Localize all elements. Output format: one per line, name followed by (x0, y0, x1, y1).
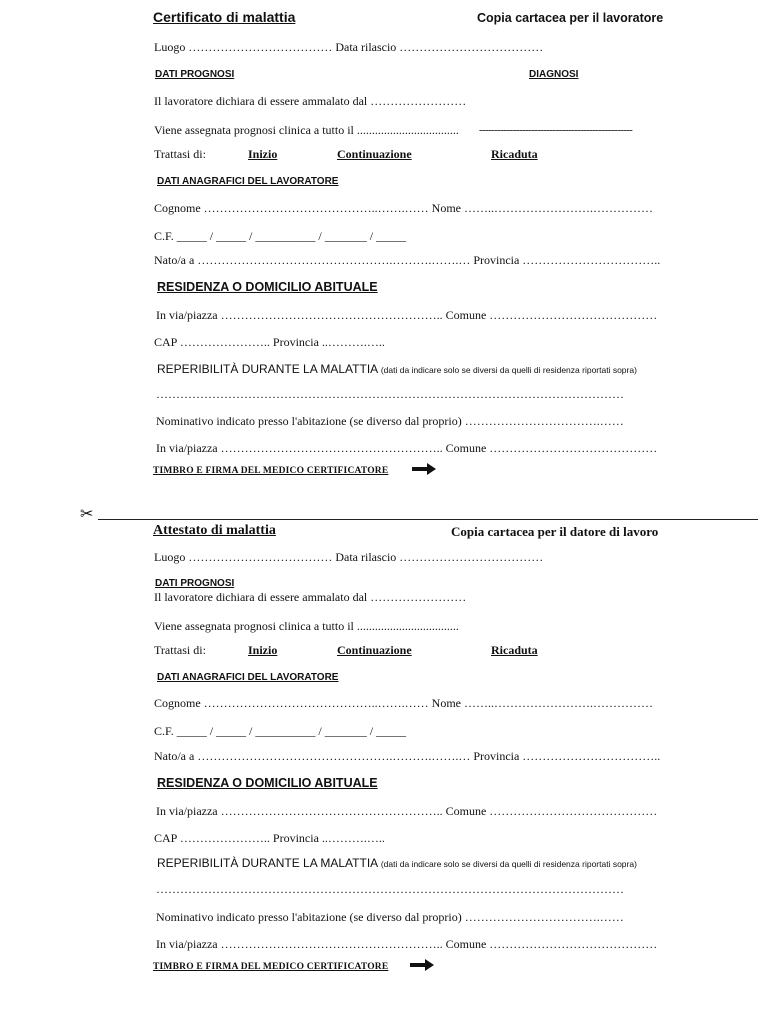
via-comune-field-2[interactable]: In via/piazza ……………………………………………….. Comune …………………………………… (156, 441, 658, 455)
luogo-data-field[interactable]: Luogo ……………………………… Data rilascio ……………………………… (154, 40, 544, 54)
reperibilita-note-b: (dati da indicare solo se diversi da quelli di residenza riportati sopra) (380, 859, 637, 869)
arrow-right-icon (410, 959, 434, 971)
trattasi-label: Trattasi di: (154, 147, 206, 161)
nominativo-field-b[interactable]: Nominativo indicato presso l'abitazione (se diverso dal proprio) …………………………….…… (156, 910, 624, 924)
trattasi-label-b: Trattasi di: (154, 643, 206, 657)
option-ricaduta-b[interactable]: Ricaduta (491, 643, 538, 657)
residenza-section-heading: RESIDENZA O DOMICILIO ABITUALE (157, 280, 378, 294)
option-inizio-b[interactable]: Inizio (248, 643, 278, 657)
reperibilita-address-field-b[interactable]: ……………………………………………………………………………………………………… (156, 882, 624, 896)
timbro-firma-label: TIMBRO E FIRMA DEL MEDICO CERTIFICATORE (153, 466, 389, 476)
reperibilita-heading (157, 362, 637, 377)
option-inizio[interactable]: Inizio (248, 147, 278, 161)
cap-provincia-field[interactable]: CAP ………………….. Provincia ..……….….. (154, 335, 385, 349)
anagrafici-section-heading-b: DATI ANAGRAFICI DEL LAVORATORE (157, 672, 339, 683)
worker-copy-label: Copia cartacea per il lavoratore (477, 11, 664, 25)
diagnosi-dashes[interactable]: -------------------------------------------------- (479, 124, 633, 136)
diagnosi-heading: DIAGNOSI (529, 69, 579, 80)
nominativo-field[interactable]: Nominativo indicato presso l'abitazione (se diverso dal proprio) …………………………….…… (156, 414, 624, 428)
codice-fiscale-field-b[interactable]: C.F. _____ / _____ / __________ / _______ / _____ (154, 724, 407, 738)
cut-line (98, 519, 758, 520)
attestato-title: Attestato di malattia (153, 523, 276, 538)
cognome-nome-field[interactable]: Cognome ……………………………………..…….…… Nome ……..…………………….…………… (154, 201, 653, 215)
reperibilita-address-field[interactable]: ……………………………………………………………………………………………………… (156, 387, 624, 401)
luogo-data-field-b[interactable]: Luogo ……………………………… Data rilascio ……………………………… (154, 550, 544, 564)
luogo-nascita-field[interactable]: Nato/a a ………………………………………….……….…….… Provincia …………………………….. (154, 253, 661, 267)
via-comune-field-b[interactable]: In via/piazza ……………………………………………….. Comune …………………………………… (156, 804, 658, 818)
option-ricaduta[interactable]: Ricaduta (491, 147, 538, 161)
prognosi-section-heading-b: DATI PROGNOSI (155, 578, 235, 589)
prognosi-fino-field[interactable]: Viene assegnata prognosi clinica a tutto il .................................. (154, 123, 459, 137)
prognosi-section-heading: DATI PROGNOSI (155, 69, 235, 80)
arrow-right-icon (412, 463, 436, 475)
reperibilita-label: REPERIBILITÀ DURANTE LA MALATTIA (157, 362, 378, 376)
luogo-nascita-field-b[interactable]: Nato/a a ………………………………………….……….…….… Provincia …………………………….. (154, 749, 661, 763)
ammalato-dal-field[interactable]: Il lavoratore dichiara di essere ammalato dal …………………… (154, 94, 467, 108)
employer-copy-label: Copia cartacea per il datore di lavoro (451, 524, 659, 539)
via-comune-field[interactable]: In via/piazza ……………………………………………….. Comune …………………………………… (156, 308, 658, 322)
option-continuazione[interactable]: Continuazione (337, 147, 412, 161)
option-continuazione-b[interactable]: Continuazione (337, 643, 412, 657)
codice-fiscale-field[interactable]: C.F. _____ / _____ / __________ / _______ / _____ (154, 229, 407, 243)
reperibilita-heading-b (157, 856, 637, 871)
reperibilita-note: (dati da indicare solo se diversi da quelli di residenza riportati sopra) (380, 365, 637, 375)
timbro-firma-label-b: TIMBRO E FIRMA DEL MEDICO CERTIFICATORE (153, 962, 389, 972)
scissors-icon: ✂ (80, 504, 94, 523)
cap-provincia-field-b[interactable]: CAP ………………….. Provincia ..……….….. (154, 831, 385, 845)
reperibilita-label-b: REPERIBILITÀ DURANTE LA MALATTIA (157, 856, 378, 870)
residenza-section-heading-b: RESIDENZA O DOMICILIO ABITUALE (157, 776, 378, 790)
anagrafici-section-heading: DATI ANAGRAFICI DEL LAVORATORE (157, 176, 339, 187)
cognome-nome-field-b[interactable]: Cognome ……………………………………..…….…… Nome ……..…………………….…………… (154, 696, 653, 710)
ammalato-dal-field-b[interactable]: Il lavoratore dichiara di essere ammalato dal …………………… (154, 590, 467, 604)
via-comune-field-2-b[interactable]: In via/piazza ……………………………………………….. Comune …………………………………… (156, 937, 658, 951)
prognosi-fino-field-b[interactable]: Viene assegnata prognosi clinica a tutto il .................................. (154, 619, 459, 633)
certificate-title: Certificato di malattia (153, 9, 296, 25)
